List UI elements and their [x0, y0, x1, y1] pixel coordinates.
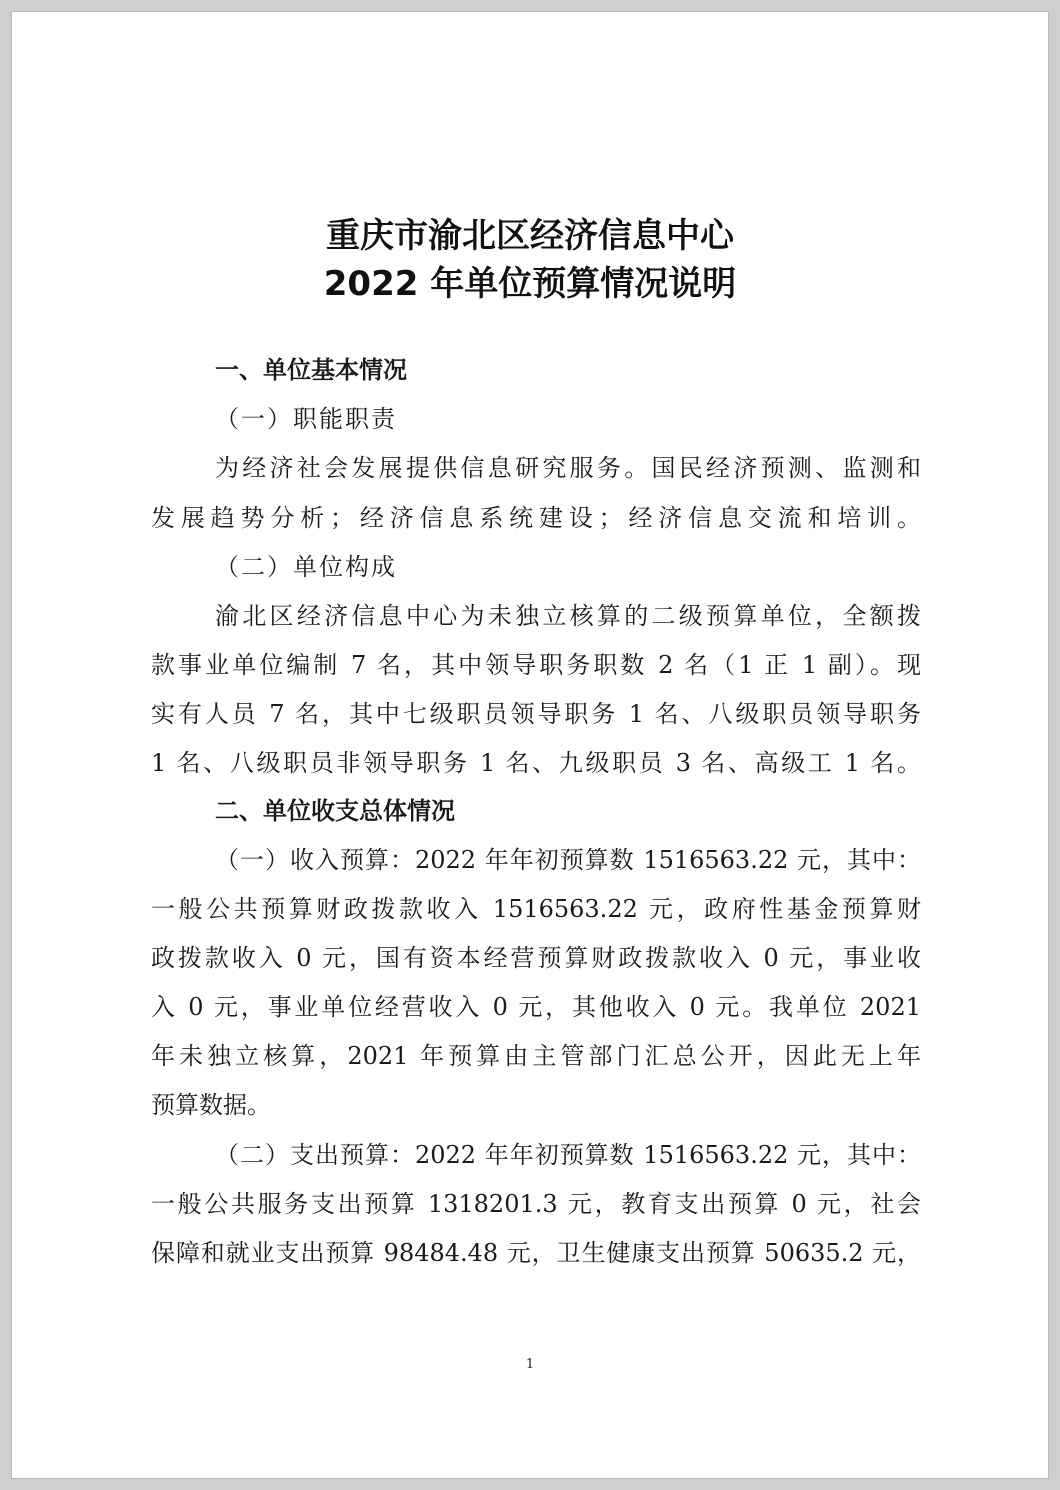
paragraph-line: 款事业单位编制 7 名，其中领导职务职数 2 名（1 正 1 副）。现: [151, 651, 921, 679]
paragraph-line: 入 0 元，事业单位经营收入 0 元，其他收入 0 元。我单位 2021: [151, 993, 921, 1021]
section-heading-income-expenditure: 二、单位收支总体情况: [215, 797, 455, 825]
paragraph-line: 保障和就业支出预算 98484.48 元，卫生健康支出预算 50635.2 元，: [151, 1239, 921, 1267]
subheading-composition: （二）单位构成: [215, 553, 397, 581]
paragraph-line: 政拨款收入 0 元，国有资本经营预算财政拨款收入 0 元，事业收: [151, 944, 921, 972]
paragraph-line: 一般公共预算财政拨款收入 1516563.22 元，政府性基金预算财: [151, 895, 921, 923]
paragraph-line: 为经济社会发展提供信息研究服务。国民经济预测、监测和: [215, 454, 921, 482]
paragraph-line: 年未独立核算，2021 年预算由主管部门汇总公开，因此无上年: [151, 1042, 921, 1070]
section-heading-basic-info: 一、单位基本情况: [215, 356, 407, 384]
paragraph-line: 一般公共服务支出预算 1318201.3 元，教育支出预算 0 元，社会: [151, 1190, 921, 1218]
page-number: 1: [525, 1357, 535, 1372]
paragraph-line: 1 名、八级职员非领导职务 1 名、九级职员 3 名、高级工 1 名。: [151, 749, 921, 777]
paragraph-line: （一）收入预算：2022 年年初预算数 1516563.22 元，其中：: [215, 846, 921, 874]
document-title-line-2: 2022 年单位预算情况说明: [323, 264, 737, 304]
paragraph-line: 预算数据。: [151, 1091, 271, 1119]
document-title-line-1: 重庆市渝北区经济信息中心: [326, 216, 734, 256]
paragraph-line: 发展趋势分析；经济信息系统建设；经济信息交流和培训。: [151, 504, 921, 532]
paragraph-line: 实有人员 7 名，其中七级职员领导职务 1 名、八级职员领导职务: [151, 700, 921, 728]
subheading-functions: （一）职能职责: [215, 405, 397, 433]
document-page: [12, 12, 1048, 1478]
paragraph-line: 渝北区经济信息中心为未独立核算的二级预算单位，全额拨: [215, 602, 921, 630]
paragraph-line: （二）支出预算：2022 年年初预算数 1516563.22 元，其中：: [215, 1141, 921, 1169]
